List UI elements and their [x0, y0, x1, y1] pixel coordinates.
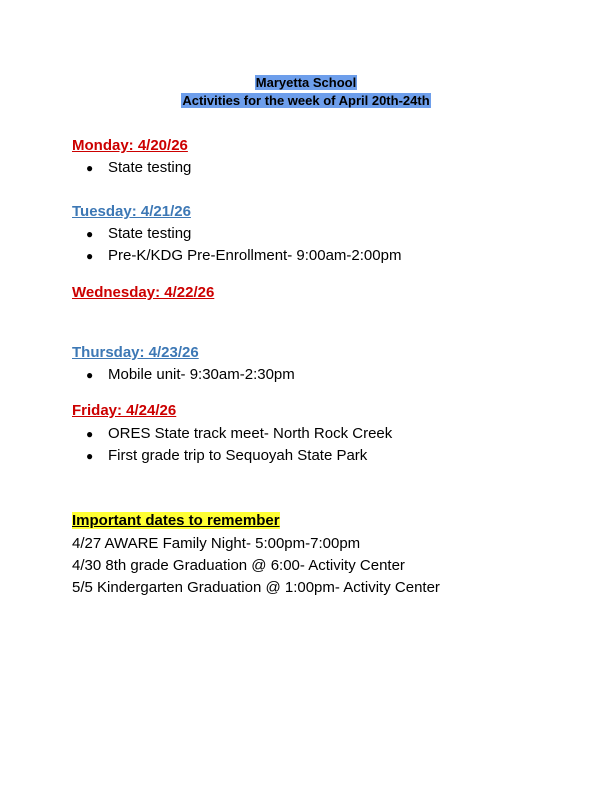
list-item: ● ORES State track meet- North Rock Creek: [72, 423, 392, 445]
bullet-icon: ●: [86, 427, 94, 441]
day-heading-wednesday: Wednesday: 4/22/26: [72, 284, 215, 301]
list-item: 4/27 AWARE Family Night- 5:00pm-7:00pm: [72, 535, 361, 552]
friday-activities: [72, 423, 392, 467]
day-heading-friday: Friday: 4/24/26: [72, 402, 177, 419]
list-item: ● Mobile unit- 9:30am-2:30pm: [72, 364, 295, 386]
bullet-icon: ●: [86, 449, 94, 463]
important-dates-heading: Important dates to remember: [72, 512, 280, 529]
bullet-icon: ●: [86, 227, 94, 241]
bullet-icon: ●: [86, 249, 94, 263]
bullet-icon: ●: [86, 368, 94, 382]
week-title: Activities for the week of April 20th-24th: [182, 93, 430, 108]
list-item: ● First grade trip to Sequoyah State Park: [72, 445, 392, 467]
list-item: ● State testing: [72, 223, 401, 245]
day-heading-monday: Monday: 4/20/26: [72, 137, 188, 154]
bullet-icon: ●: [86, 161, 94, 175]
important-dates-list: [72, 533, 440, 599]
list-item: 4/30 8th grade Graduation @ 6:00- Activity Center: [72, 557, 405, 574]
day-heading-thursday: Thursday: 4/23/26: [72, 344, 199, 361]
school-name: Maryetta School: [255, 75, 357, 90]
tuesday-activities: [72, 223, 401, 267]
monday-activities: [72, 157, 191, 179]
day-heading-tuesday: Tuesday: 4/21/26: [72, 203, 191, 220]
thursday-activities: [72, 364, 295, 386]
list-item: ● Pre-K/KDG Pre-Enrollment- 9:00am-2:00pm: [72, 245, 401, 267]
document-header: [0, 74, 612, 110]
list-item: 5/5 Kindergarten Graduation @ 1:00pm- Activity Center: [72, 579, 440, 596]
list-item: ● State testing: [72, 157, 191, 179]
